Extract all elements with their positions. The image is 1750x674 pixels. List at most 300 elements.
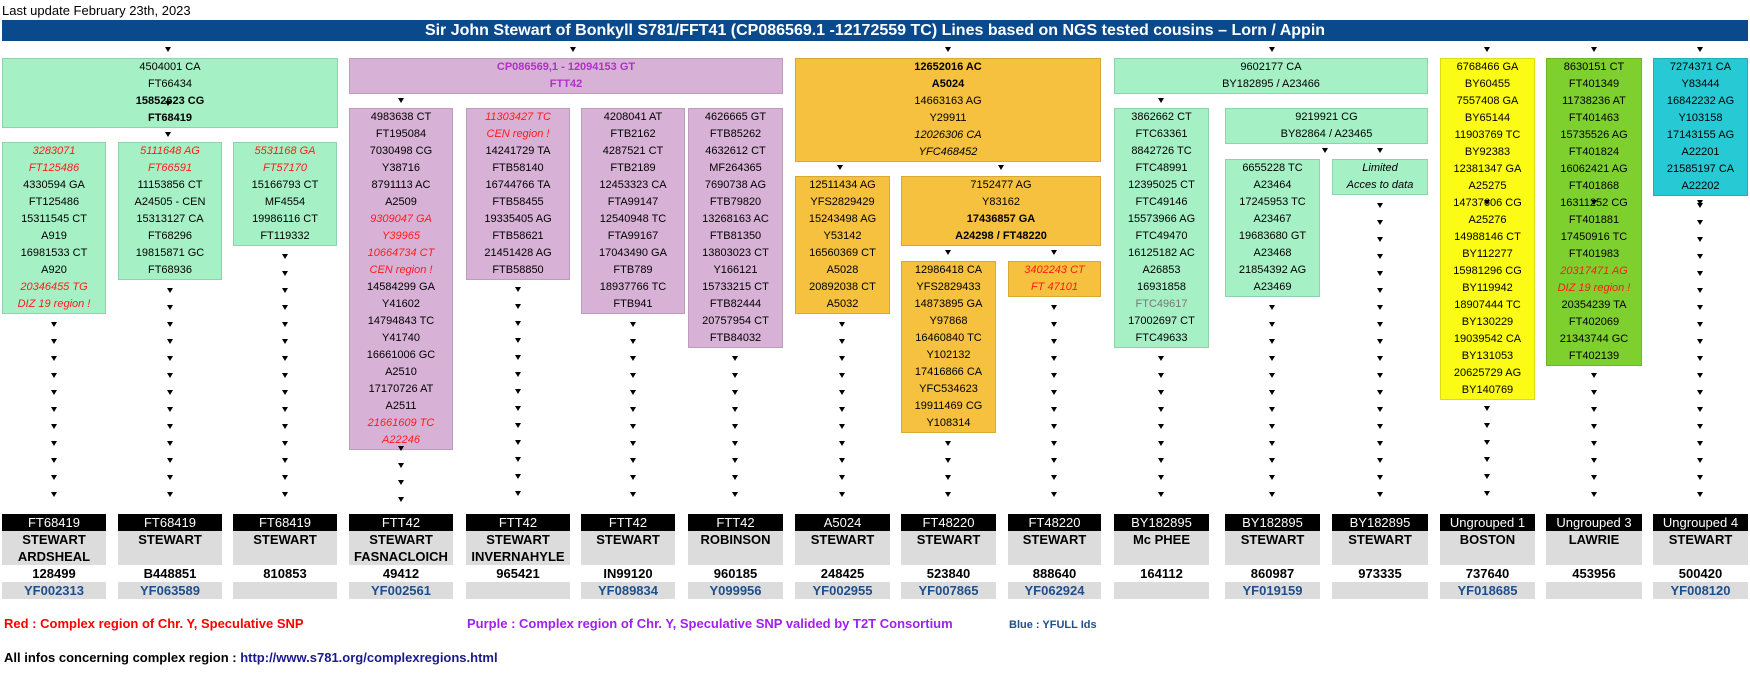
snp-block-p-top: [349, 58, 783, 94]
snp-position: 9309047 GA: [370, 213, 432, 225]
snp-position: 11303427 TC: [485, 111, 551, 123]
lineage-footer: [1546, 514, 1642, 599]
snp-position: 21343744 GC: [1559, 333, 1629, 345]
snp-position: 9219921 CG: [1295, 111, 1358, 123]
snp-block-o3: [1008, 261, 1101, 297]
snp-id: BY82864 / A23465: [1280, 128, 1373, 140]
down-arrow-icon: [1697, 47, 1703, 52]
snp-position: 17143155 AG: [1666, 129, 1735, 141]
down-arrow-icon: [51, 441, 57, 446]
snp-position: 9602177 CA: [1240, 61, 1302, 73]
snp-position: 16842232 AG: [1666, 95, 1735, 107]
snp-id: FTC48991: [1135, 162, 1188, 174]
page-title: Sir John Stewart of Bonkyll S781/FFT41 (CP086569.1 -12172559 TC) Lines based on NGS tested cousins – Lorn / Appin: [2, 20, 1748, 41]
snp-position: 7274371 CA: [1669, 61, 1732, 73]
down-arrow-icon: [1377, 203, 1383, 208]
down-arrow-icon: [1484, 47, 1490, 52]
down-arrow-icon: [570, 47, 576, 52]
down-arrow-icon: [167, 305, 173, 310]
down-arrow-icon: [630, 475, 636, 480]
down-arrow-icon: [1697, 356, 1703, 361]
snp-id: FTB789: [613, 264, 653, 276]
kit-number: 973335: [1332, 565, 1428, 582]
surname: STEWART: [466, 531, 570, 548]
lineage-footer: [1440, 514, 1535, 599]
down-arrow-icon: [1377, 305, 1383, 310]
lineage-place: [581, 548, 675, 565]
down-arrow-icon: [839, 322, 845, 327]
complex-region-info: [4, 650, 498, 665]
snp-id: FTB58621: [492, 230, 544, 242]
snp-position: 3862662 CT: [1131, 111, 1192, 123]
snp-id: FTB58140: [492, 162, 544, 174]
snp-block-o2: [901, 261, 996, 433]
down-arrow-icon: [51, 458, 57, 463]
down-arrow-icon: [1484, 457, 1490, 462]
down-arrow-icon: [630, 441, 636, 446]
down-arrow-icon: [1484, 406, 1490, 411]
down-arrow-icon: [1591, 390, 1597, 395]
down-arrow-icon: [1269, 441, 1275, 446]
snp-id: FT57170: [262, 162, 308, 174]
snp-position: 15243498 AG: [808, 213, 877, 225]
snp-position: 13803023 CT: [702, 247, 769, 259]
surname: STEWART: [1008, 531, 1101, 548]
lineage-place: FASNACLOICH: [349, 548, 453, 565]
down-arrow-icon: [1158, 441, 1164, 446]
yfull-id: YF002955: [795, 582, 890, 599]
down-arrow-icon: [282, 271, 288, 276]
down-arrow-icon: [945, 250, 951, 255]
down-arrow-icon: [51, 373, 57, 378]
legend-purple: Purple : Complex region of Chr. Y, Speculative SNP valided by T2T Consortium: [467, 616, 953, 631]
snp-block-gb2: [1225, 159, 1320, 297]
down-arrow-icon: [1697, 237, 1703, 242]
snp-position: 16062421 AG: [1560, 163, 1628, 175]
down-arrow-icon: [1158, 390, 1164, 395]
down-arrow-icon: [1697, 200, 1703, 205]
yfull-id: [466, 582, 570, 599]
down-arrow-icon: [1269, 339, 1275, 344]
snp-id: FTC49470: [1135, 230, 1188, 242]
down-arrow-icon: [282, 475, 288, 480]
snp-id: A919: [41, 230, 67, 242]
haplogroup-label: BY182895: [1332, 514, 1428, 531]
down-arrow-icon: [1051, 305, 1057, 310]
lineage-place: [1225, 548, 1320, 565]
snp-position: 3283071: [32, 145, 76, 157]
down-arrow-icon: [1269, 458, 1275, 463]
snp-block-p2: [466, 108, 570, 280]
down-arrow-icon: [1158, 407, 1164, 412]
down-arrow-icon: [945, 441, 951, 446]
down-arrow-icon: [839, 356, 845, 361]
down-arrow-icon: [1269, 305, 1275, 310]
down-arrow-icon: [398, 98, 404, 103]
surname: STEWART: [349, 531, 453, 548]
down-arrow-icon: [398, 480, 404, 485]
snp-id: FT66591: [147, 162, 193, 174]
kit-number: 860987: [1225, 565, 1320, 582]
snp-id: Y97868: [929, 315, 968, 327]
down-arrow-icon: [732, 356, 738, 361]
down-arrow-icon: [1051, 492, 1057, 497]
yfull-id: YF008120: [1653, 582, 1748, 599]
snp-id: FTC49633: [1135, 332, 1188, 344]
snp-position: 13268163 AC: [702, 213, 769, 225]
haplogroup-label: Ungrouped 1: [1440, 514, 1535, 531]
snp-id: FT66434: [147, 78, 193, 90]
down-arrow-icon: [1697, 254, 1703, 259]
surname: STEWART: [118, 531, 222, 548]
snp-id: MF264365: [709, 162, 762, 174]
snp-id: BY130229: [1461, 316, 1514, 328]
snp-position: 7152477 AG: [970, 179, 1032, 191]
snp-position: 19986116 CT: [252, 213, 318, 225]
yfull-id: YF002561: [349, 582, 453, 599]
down-arrow-icon: [945, 475, 951, 480]
kit-number: 453956: [1546, 565, 1642, 582]
kit-number: 128499: [2, 565, 106, 582]
snp-block-o-top: [795, 58, 1101, 162]
snp-position: 15311545 CT: [21, 213, 87, 225]
down-arrow-icon: [630, 322, 636, 327]
down-arrow-icon: [282, 407, 288, 412]
snp-position: 17416866 CA: [914, 366, 983, 378]
snp-id: Y83162: [982, 196, 1020, 208]
surname: STEWART: [581, 531, 675, 548]
snp-id: A23469: [1253, 281, 1292, 293]
snp-block-y1: [1440, 58, 1535, 400]
legend-blue: Blue : YFULL Ids: [1009, 619, 1097, 631]
down-arrow-icon: [167, 288, 173, 293]
down-arrow-icon: [732, 475, 738, 480]
snp-position: 6768466 GA: [1456, 61, 1519, 73]
snp-block-gb1: [1114, 108, 1209, 348]
snp-id: BY112277: [1462, 248, 1513, 260]
snp-id: YFS2829433: [916, 281, 981, 293]
snp-id: A23467: [1253, 213, 1292, 225]
snp-position: 20346455 TG: [20, 281, 88, 293]
haplogroup-label: FT68419: [118, 514, 222, 531]
snp-id: FTA99147: [607, 196, 659, 208]
down-arrow-icon: [630, 339, 636, 344]
yfull-id: YF018685: [1440, 582, 1535, 599]
down-arrow-icon: [515, 457, 521, 462]
snp-position: 16460840 TC: [915, 332, 982, 344]
kit-number: B448851: [118, 565, 222, 582]
haplogroup-label: FTT42: [466, 514, 570, 531]
lineage-place: [1653, 548, 1748, 565]
lineage-footer: [901, 514, 996, 599]
snp-id: FT402069: [1568, 316, 1620, 328]
down-arrow-icon: [839, 458, 845, 463]
lineage-place: [1008, 548, 1101, 565]
surname: LAWRIE: [1546, 531, 1642, 548]
down-arrow-icon: [1377, 339, 1383, 344]
snp-position: 16311252 CG: [1560, 197, 1628, 209]
down-arrow-icon: [1591, 424, 1597, 429]
snp-id: BY65144: [1464, 112, 1511, 124]
surname: STEWART: [795, 531, 890, 548]
down-arrow-icon: [51, 390, 57, 395]
snp-position: 12540948 TC: [599, 213, 667, 225]
down-arrow-icon: [282, 390, 288, 395]
down-arrow-icon: [398, 497, 404, 502]
down-arrow-icon: [515, 491, 521, 496]
down-arrow-icon: [1591, 475, 1597, 480]
snp-id: A25275: [1468, 180, 1507, 192]
down-arrow-icon: [1051, 356, 1057, 361]
down-arrow-icon: [167, 458, 173, 463]
snp-position: 6655228 TC: [1242, 162, 1303, 174]
down-arrow-icon: [630, 458, 636, 463]
snp-id: FT401868: [1568, 180, 1620, 192]
down-arrow-icon: [1591, 47, 1597, 52]
down-arrow-icon: [630, 407, 636, 412]
snp-id: FT119332: [260, 230, 310, 242]
snp-block-lg1: [1546, 58, 1642, 366]
down-arrow-icon: [1377, 424, 1383, 429]
down-arrow-icon: [515, 321, 521, 326]
snp-id: A25276: [1468, 214, 1507, 226]
snp-position: 15852623 CG: [135, 95, 205, 107]
down-arrow-icon: [1322, 148, 1328, 153]
down-arrow-icon: [515, 355, 521, 360]
down-arrow-icon: [1269, 407, 1275, 412]
down-arrow-icon: [1377, 390, 1383, 395]
snp-id: FT401983: [1568, 248, 1620, 260]
down-arrow-icon: [1591, 373, 1597, 378]
down-arrow-icon: [945, 492, 951, 497]
down-arrow-icon: [167, 424, 173, 429]
down-arrow-icon: [1697, 458, 1703, 463]
snp-id: Y29911: [929, 112, 967, 124]
down-arrow-icon: [839, 492, 845, 497]
snp-id: FT401463: [1568, 112, 1620, 124]
lineage-place: INVERNAHYLE: [466, 548, 570, 565]
snp-position: 15735526 AG: [1560, 129, 1628, 141]
yfull-id: YF007865: [901, 582, 996, 599]
snp-position: 20354239 TA: [1561, 299, 1627, 311]
haplogroup-label: BY182895: [1114, 514, 1209, 531]
down-arrow-icon: [839, 441, 845, 446]
snp-position: 18937766 TC: [599, 281, 667, 293]
down-arrow-icon: [1377, 237, 1383, 242]
snp-id: FTA99167: [607, 230, 659, 242]
snp-id: FT68296: [147, 230, 193, 242]
snp-id: CEN region !: [486, 128, 550, 140]
down-arrow-icon: [839, 424, 845, 429]
yfull-id: [233, 582, 337, 599]
down-arrow-icon: [945, 47, 951, 52]
snp-position: 14737606 CG: [1453, 197, 1522, 209]
snp-id: FTB58455: [492, 196, 544, 208]
down-arrow-icon: [1158, 356, 1164, 361]
snp-position: 4287521 CT: [602, 145, 664, 157]
kit-number: IN99120: [581, 565, 675, 582]
snp-position: 16931858: [1137, 281, 1186, 293]
down-arrow-icon: [167, 322, 173, 327]
info-label: All infos concerning complex region :: [4, 650, 241, 665]
surname: STEWART: [1225, 531, 1320, 548]
haplogroup-label: FTT42: [688, 514, 783, 531]
snp-id: FTB81350: [709, 230, 762, 242]
haplogroup-label: Ungrouped 4: [1653, 514, 1748, 531]
snp-id: YFC534623: [919, 383, 978, 395]
down-arrow-icon: [167, 373, 173, 378]
snp-id: BY119942: [1462, 282, 1513, 294]
down-arrow-icon: [1377, 373, 1383, 378]
snp-position: 19815871 GC: [135, 247, 205, 259]
down-arrow-icon: [1697, 305, 1703, 310]
down-arrow-icon: [630, 424, 636, 429]
down-arrow-icon: [839, 373, 845, 378]
snp-position: 16560369 CT: [809, 247, 876, 259]
down-arrow-icon: [515, 372, 521, 377]
down-arrow-icon: [1377, 407, 1383, 412]
snp-id: FTB84032: [709, 332, 762, 344]
snp-id: Y166121: [713, 264, 758, 276]
snp-position: 8791113 AC: [371, 179, 431, 191]
snp-block-p4: [688, 108, 783, 348]
snp-position: 17043490 GA: [599, 247, 667, 259]
snp-id: A2511: [385, 400, 417, 412]
kit-number: 164112: [1114, 565, 1209, 582]
snp-position: 15573966 AG: [1127, 213, 1196, 225]
snp-position: 15313127 CA: [136, 213, 204, 225]
surname: Mc PHEE: [1114, 531, 1209, 548]
snp-position: 21854392 AG: [1238, 264, 1307, 276]
snp-id: FTT42: [549, 78, 583, 90]
snp-id: FT195084: [375, 128, 427, 140]
snp-id: Y103158: [1678, 112, 1723, 124]
lineage-place: [233, 548, 337, 565]
snp-position: 20892038 CT: [809, 281, 876, 293]
down-arrow-icon: [1377, 254, 1383, 259]
down-arrow-icon: [515, 389, 521, 394]
haplogroup-label: FT48220: [901, 514, 996, 531]
haplogroup-label: FT68419: [233, 514, 337, 531]
down-arrow-icon: [1377, 271, 1383, 276]
down-arrow-icon: [1051, 407, 1057, 412]
snp-block-p1: [349, 108, 453, 450]
snp-position: 20317471 AG: [1560, 265, 1628, 277]
down-arrow-icon: [165, 47, 171, 52]
snp-id: A2510: [385, 366, 417, 378]
down-arrow-icon: [1697, 322, 1703, 327]
snp-position: 3402243 CT: [1024, 264, 1085, 276]
yfull-id: YF063589: [118, 582, 222, 599]
snp-position: 11153856 CT: [137, 179, 203, 191]
down-arrow-icon: [1484, 491, 1490, 496]
snp-block-g3: [233, 142, 337, 246]
down-arrow-icon: [1051, 458, 1057, 463]
down-arrow-icon: [1591, 200, 1597, 205]
down-arrow-icon: [1591, 407, 1597, 412]
snp-block-g-top: [2, 58, 338, 128]
down-arrow-icon: [1269, 373, 1275, 378]
snp-id: FT 47101: [1030, 281, 1079, 293]
lineage-footer: [1332, 514, 1428, 599]
haplogroup-label: FT48220: [1008, 514, 1101, 531]
down-arrow-icon: [1697, 373, 1703, 378]
lineage-footer: [118, 514, 222, 599]
lineage-footer: [1114, 514, 1209, 599]
down-arrow-icon: [51, 322, 57, 327]
down-arrow-icon: [1697, 475, 1703, 480]
down-arrow-icon: [51, 407, 57, 412]
snp-position: 16981533 CT: [20, 247, 88, 259]
down-arrow-icon: [1158, 373, 1164, 378]
snp-id: FTB79820: [709, 196, 762, 208]
yfull-id: YF089834: [581, 582, 675, 599]
down-arrow-icon: [1269, 424, 1275, 429]
snp-id: FT125486: [28, 162, 80, 174]
snp-id: Y108314: [926, 417, 971, 429]
surname: STEWART: [901, 531, 996, 548]
down-arrow-icon: [1484, 200, 1490, 205]
snp-id: FT401881: [1568, 214, 1620, 226]
snp-id: FTB2162: [610, 128, 656, 140]
down-arrow-icon: [51, 339, 57, 344]
snp-position: 5531168 GA: [254, 145, 316, 157]
lineage-footer: [2, 514, 106, 599]
down-arrow-icon: [51, 356, 57, 361]
down-arrow-icon: [1377, 475, 1383, 480]
snp-position: 12986418 CA: [914, 264, 983, 276]
snp-position: 16125182 AC: [1128, 247, 1195, 259]
snp-position: 16744766 TA: [485, 179, 551, 191]
yfull-id: Y099956: [688, 582, 783, 599]
down-arrow-icon: [282, 322, 288, 327]
down-arrow-icon: [630, 373, 636, 378]
down-arrow-icon: [1697, 339, 1703, 344]
down-arrow-icon: [282, 339, 288, 344]
snp-position: 15166793 CT: [251, 179, 319, 191]
snp-position: 8630151 CT: [1563, 61, 1625, 73]
snp-position: 8842726 TC: [1131, 145, 1192, 157]
kit-number: 810853: [233, 565, 337, 582]
lineage-footer: [1225, 514, 1320, 599]
snp-id: MF4554: [264, 196, 306, 208]
down-arrow-icon: [1051, 373, 1057, 378]
down-arrow-icon: [1697, 390, 1703, 395]
kit-number: 500420: [1653, 565, 1748, 582]
snp-id: FT401824: [1568, 146, 1620, 158]
down-arrow-icon: [1697, 492, 1703, 497]
snp-id: DIZ 19 region !: [1557, 282, 1631, 294]
snp-position: 4330594 GA: [23, 179, 85, 191]
lineage-place: [901, 548, 996, 565]
down-arrow-icon: [1158, 98, 1164, 103]
snp-id: FTB82444: [709, 298, 762, 310]
down-arrow-icon: [839, 407, 845, 412]
down-arrow-icon: [839, 339, 845, 344]
down-arrow-icon: [1697, 424, 1703, 429]
down-arrow-icon: [945, 458, 951, 463]
surname: STEWART: [233, 531, 337, 548]
down-arrow-icon: [1591, 492, 1597, 497]
snp-id: FTB2189: [610, 162, 656, 174]
snp-id: FT401349: [1568, 78, 1620, 90]
yfull-id: YF002313: [2, 582, 106, 599]
haplogroup-label: FT68419: [2, 514, 106, 531]
complex-regions-link[interactable]: http://www.s781.org/complexregions.html: [240, 650, 498, 665]
snp-id: FTC49146: [1135, 196, 1188, 208]
snp-id: Y39965: [382, 230, 420, 242]
snp-position: 15981296 CG: [1453, 265, 1522, 277]
